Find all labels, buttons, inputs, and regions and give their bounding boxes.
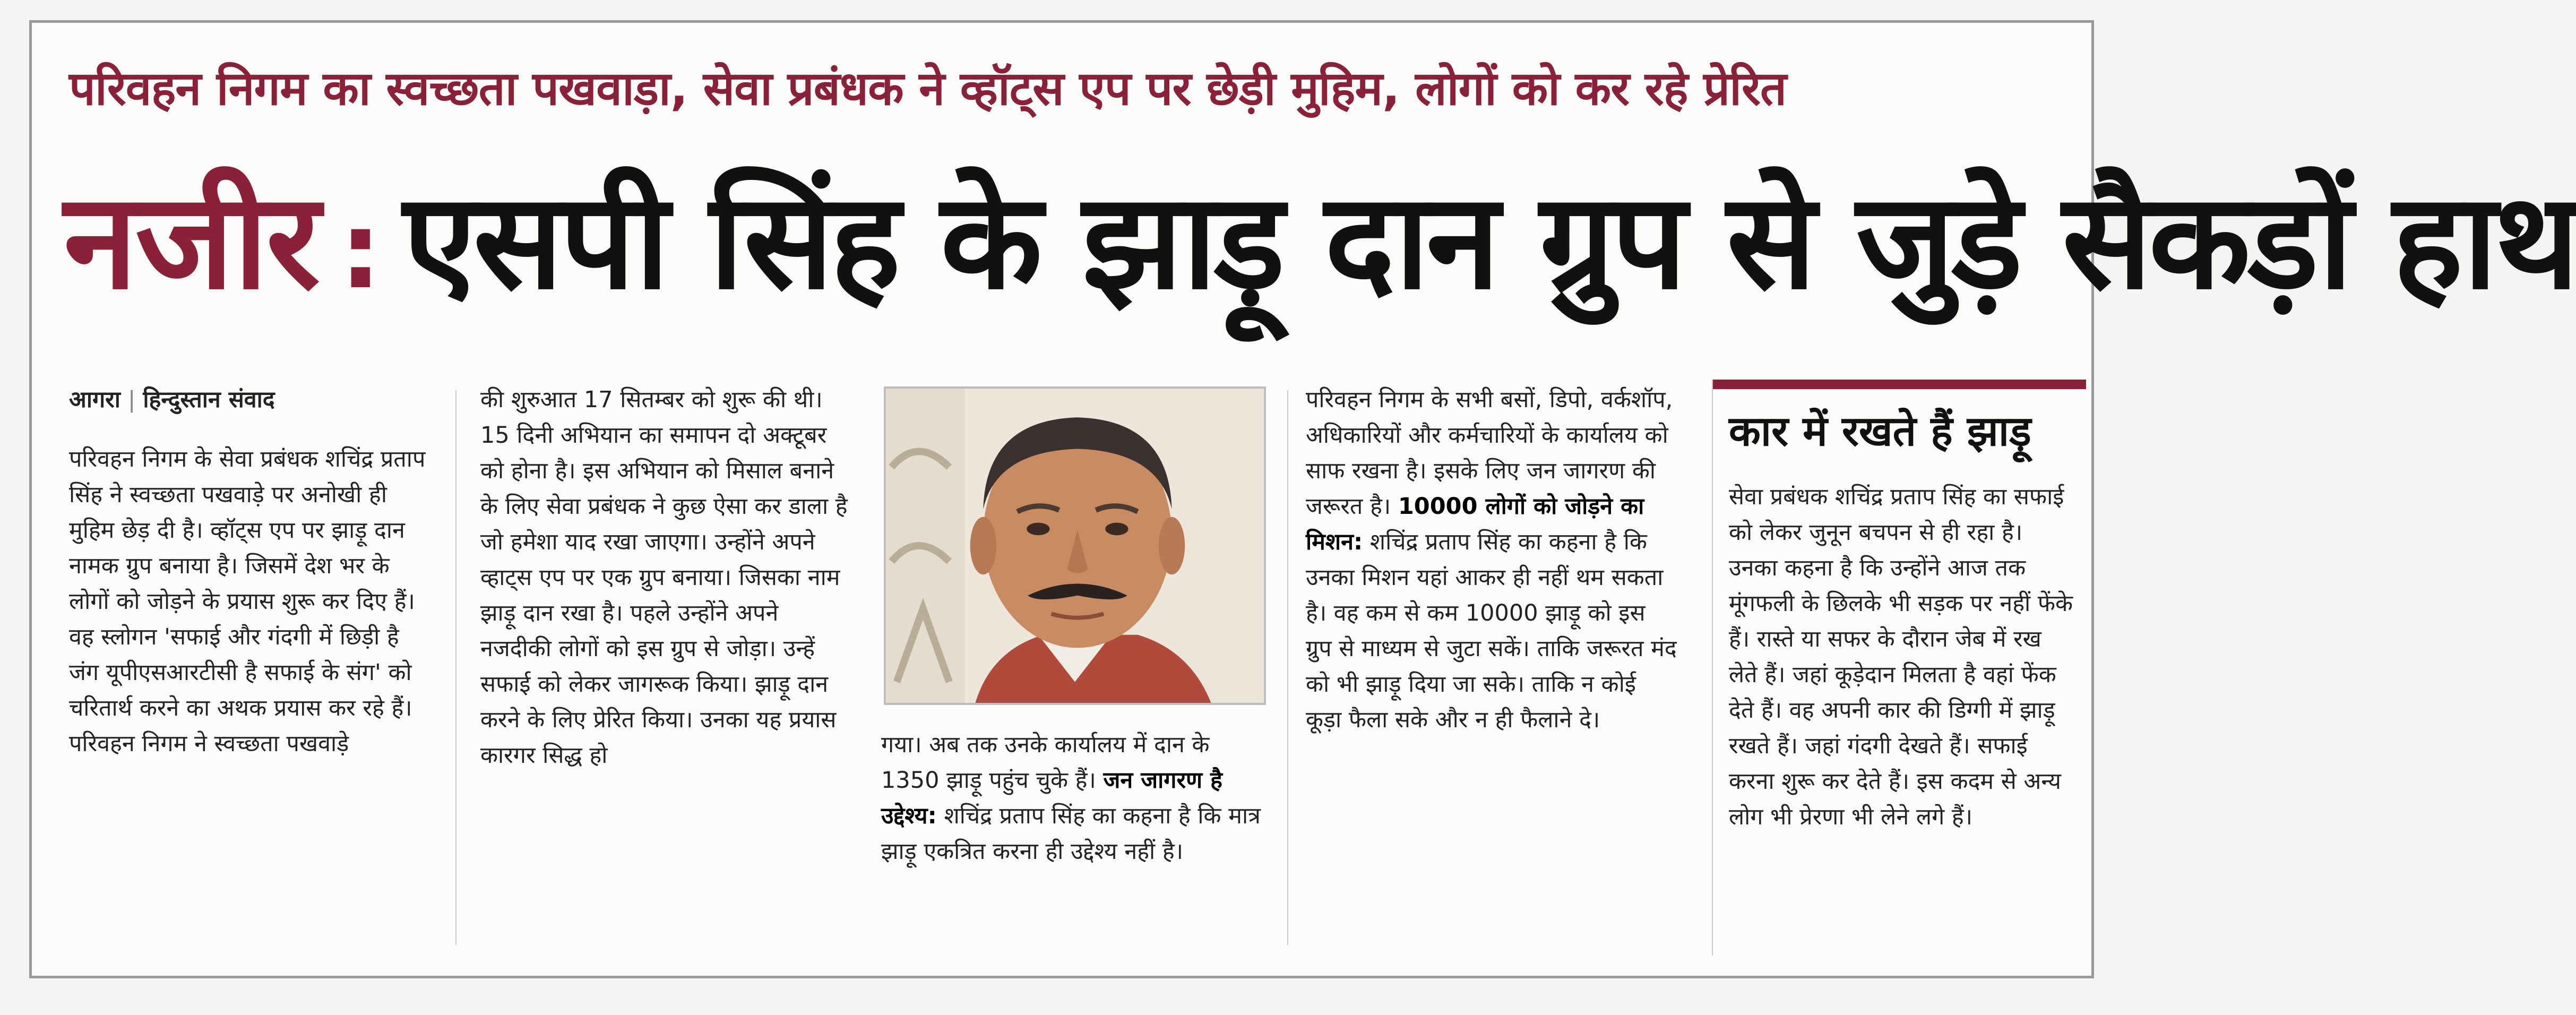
- column-3-continued: शचिंद्र प्रताप सिंह का कहना है कि मात्र झाड़ू एकत्रित करना ही उद्देश्य नहीं है।: [881, 803, 1261, 865]
- subhead-mission: 10000 लोगों को जोड़ने का मिशन:: [1306, 493, 1644, 555]
- article-column-1: [69, 382, 430, 945]
- byline-place: आगरा: [69, 386, 120, 413]
- column-3-intro: गया। अब तक उनके कार्यालय में दान के 1350 झाड़ू पहुंच चुके हैं।: [881, 732, 1210, 794]
- column-2-text: की शुरुआत 17 सितम्बर को शुरू की थी। 15 दिनी अभियान का समापन दो अक्टूबर को होना है। इस अभियान को मिसाल बनाने के लिए सेवा प्रबंधक ने कुछ ऐसा कर डाला है जो हमेशा याद रखा जाएगा। उन्होंने अपने व्हाट्स एप पर एक ग्रुप बनाया। जिसका नाम झाड़ू दान रखा है। पहले उन्होंने अपने नजदीकी लोगों को इस ग्रुप से जोड़ा। उन्हें सफाई को लेकर जागरूक किया। झाड़ू दान करने के लिए प्रेरित किया। उनका यह प्रयास कारगर सिद्ध हो: [480, 386, 848, 769]
- column-4-continued: शचिंद्र प्रताप सिंह का कहना है कि उनका मिशन यहां आकर ही नहीं थम सकता है। वह कम से कम 10000 झाड़ू को इस ग्रुप से माध्यम से जुटा सकें। ताकि जरूरत मंद को भी झाड़ू दिया जा सके। ताकि न कोई कूड़ा फैला सके और न ही फैलाने दे।: [1306, 529, 1677, 733]
- sidebar-accent-bar: [1713, 380, 2086, 389]
- column-divider: [1287, 390, 1288, 945]
- portrait-image: [886, 389, 1264, 703]
- sidebar-box: [1712, 380, 2086, 956]
- headline-colon: :: [339, 189, 382, 313]
- column-4-intro: परिवहन निगम के सभी बसों, डिपो, वर्कशॉप, अधिकारियों और कर्मचारियों के कार्यालय को साफ रखना है। इसके लिए जन जागरण की जरूरत है।: [1306, 386, 1673, 520]
- column-divider: [455, 390, 456, 945]
- byline: [69, 382, 430, 418]
- column-4-text: [1306, 382, 1677, 738]
- byline-source: हिन्दुस्तान संवाद: [143, 386, 275, 413]
- kicker-line: परिवहन निगम का स्वच्छता पखवाड़ा, सेवा प्रबंधक ने व्हॉट्स एप पर छेड़ी मुहिम, लोगों को कर रहे प्रेरित: [69, 61, 1787, 116]
- byline-separator: |: [127, 386, 136, 413]
- headline: [64, 154, 2576, 329]
- portrait-photo: [884, 386, 1266, 705]
- headline-main: एसपी सिंह के झाड़ू दान ग्रुप से जुड़े सैकड़ों हाथ: [403, 164, 2576, 319]
- column-3-text: [881, 727, 1274, 870]
- column-1-text: परिवहन निगम के सेवा प्रबंधक शचिंद्र प्रताप सिंह ने स्वच्छता पखवाड़े पर अनोखी ही मुहिम छेड़ दी है। व्हॉट्स एप पर झाड़ू दान नामक ग्रुप बनाया है। जिसमें देश भर के लोगों को जोड़ने के प्रयास शुरू कर दिए हैं। वह स्लोगन 'सफाई और गंदगी में छिड़ी है जंग यूपीएसआरटीसी है सफाई के संग' को चरितार्थ करने का अथक प्रयास कर रहे हैं। परिवहन निगम ने स्वच्छता पखवाड़े: [69, 446, 426, 757]
- sidebar-text: सेवा प्रबंधक शचिंद्र प्रताप सिंह का सफाई को लेकर जुनून बचपन से ही रहा है। उनका कहना है कि उन्होंने आज तक मूंगफली के छिलके भी सड़क पर नहीं फेंके हैं। रास्ते या सफर के दौरान जेब में रख लेते हैं। जहां कूड़ेदान मिलता है वहां फेंक देते हैं। वह अपनी कार की डिग्गी में झाड़ू रखते हैं। जहां गंदगी देखते हैं। सफाई करना शुरू कर देते हैं। इस कदम से अन्य लोग भी प्रेरणा भी लेने लगे हैं।: [1729, 484, 2073, 830]
- sidebar-title: कार में रखते हैं झाड़ू: [1729, 408, 2031, 455]
- article-column-4: [1306, 382, 1677, 945]
- headline-lead: नजीर: [64, 164, 318, 319]
- subhead-public-awareness: जन जागरण है उद्देश्य:: [881, 767, 1222, 829]
- article-column-3: [881, 727, 1274, 950]
- article-column-2: [480, 382, 852, 945]
